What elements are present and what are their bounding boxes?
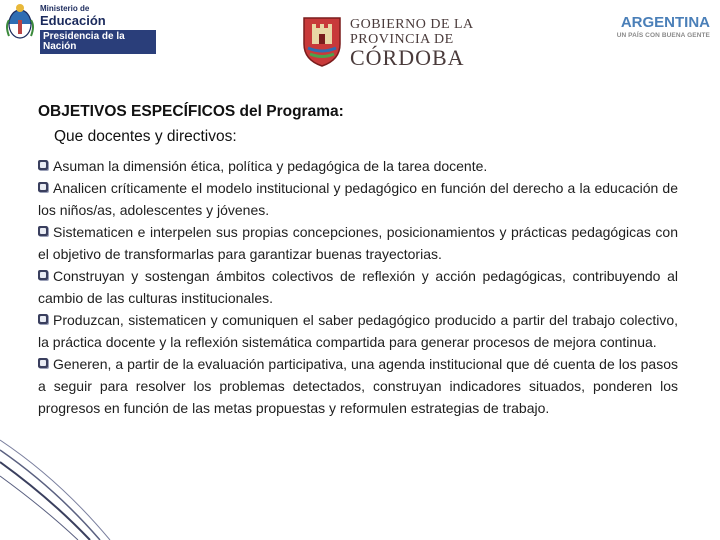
ministerio-logo <box>4 2 156 52</box>
checkbox-bullet-icon <box>38 314 50 326</box>
page-subtitle: Que docentes y directivos: <box>54 128 237 145</box>
decorative-curves <box>0 420 120 540</box>
list-item: Sistematicen e interpelen sus propias concepciones, posicionamientos y prácticas pedagógicas con el objetivo de transformarlas para garantizar buenas trayectorias. <box>38 224 678 262</box>
cordoba-shield-icon <box>300 14 344 68</box>
list-item: Analicen críticamente el modelo institucional y pedagógico en función del derecho a la educación de los niños/as, adolescentes y jóvenes. <box>38 180 678 218</box>
argentina-title: ARGENTINA <box>620 14 710 31</box>
objectives-list <box>38 155 678 419</box>
checkbox-bullet-icon <box>38 358 50 370</box>
checkbox-bullet-icon <box>38 226 50 238</box>
presidencia-label: Presidencia de la Nación <box>40 30 156 54</box>
cordoba-line3: CÓRDOBA <box>350 45 465 70</box>
checkbox-bullet-icon <box>38 182 50 194</box>
ministerio-label: Ministerio de <box>40 4 90 13</box>
checkbox-bullet-icon <box>38 270 50 282</box>
slide-content <box>38 103 678 419</box>
header-bar <box>0 0 720 80</box>
page-title: OBJETIVOS ESPECÍFICOS del Programa: <box>38 103 344 120</box>
educacion-label: Educación <box>40 13 106 28</box>
argentina-slogan: UN PAÍS CON BUENA GENTE <box>616 32 710 39</box>
checkbox-bullet-icon <box>38 160 50 172</box>
argentina-coat-of-arms-icon <box>4 2 36 42</box>
list-item: Generen, a partir de la evaluación participativa, una agenda institucional que dé cuenta de los pasos a seguir para resolver los problemas detectados, construyan indicadores situados, ponderen los progresos en función de las metas propuestas y reformulen estrategias de trabajo. <box>38 356 678 416</box>
cordoba-logo-text <box>350 18 474 69</box>
list-item: Produzcan, sistematicen y comuniquen el saber pedagógico producido a partir del trabajo colectivo, la práctica docente y la reflexión sistemática compartida para generar procesos de mejora continua. <box>38 312 678 350</box>
argentina-logo <box>617 14 710 39</box>
list-item: Asuman la dimensión ética, política y pedagógica de la tarea docente. <box>38 155 678 177</box>
cordoba-line2: PROVINCIA DE <box>350 32 454 47</box>
list-item: Construyan y sostengan ámbitos colectivos de reflexión y acción pedagógicas, contribuyendo al cambio de las culturas institucionales. <box>38 268 678 306</box>
cordoba-line1: GOBIERNO DE LA <box>350 17 474 32</box>
